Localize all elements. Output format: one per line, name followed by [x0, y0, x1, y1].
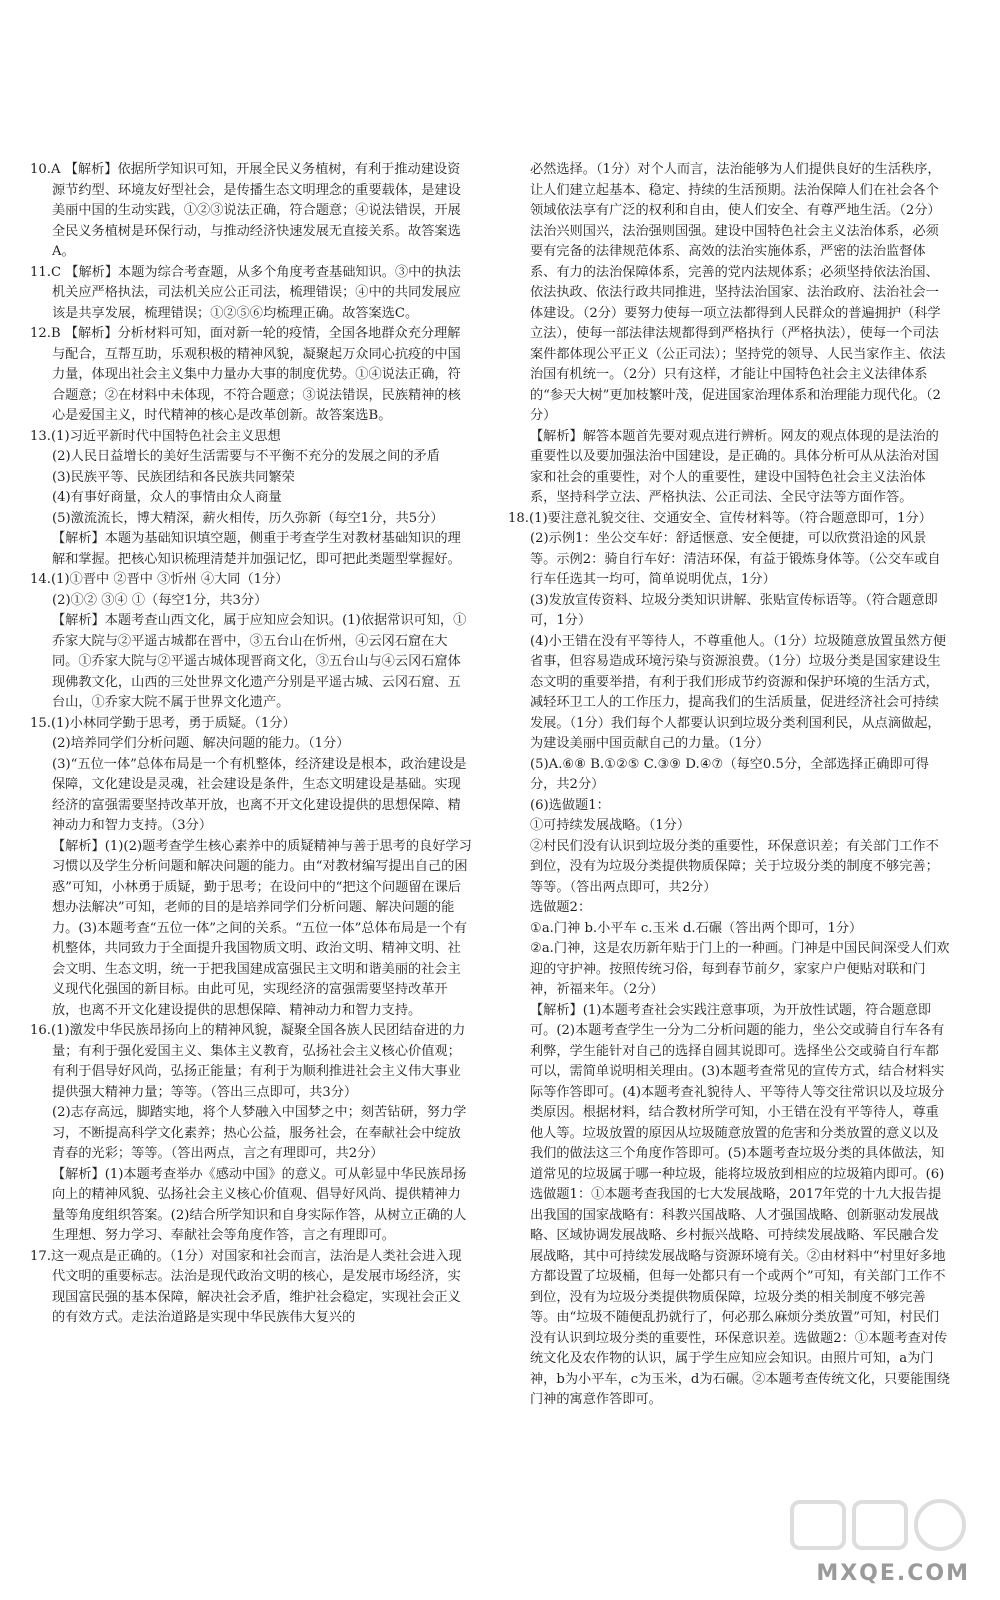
- answer-q15-part3: (3)“五位一体”总体布局是一个有机整体，经济建设是根本，政治建设是保障，文化建设是灵魂，社会建设是条件，生态文明建设是基础。实现经济的富强需要坚持改革开放，也离不开文化建设提供的思想保障、精神动力和智力支持。（3分）: [52, 756, 467, 833]
- answer-q11: 11.C 【解析】本题为综合考查题，从多个角度考查基础知识。③中的执法机关应严格执法，司法机关应公正司法，梳理错误；④中的共同发展应该是共享发展，梳理错误；①②⑤⑥均梳理正确。故答案选C。: [30, 264, 461, 321]
- answer-q18-part1: 18.(1)要注意礼貌交往、交通安全、宣传材料等。（符合题意即可，1分）: [508, 510, 932, 526]
- answer-q17-analysis: 【解析】解答本题首先要对观点进行辨析。网友的观点体现的是法治的重要性以及要加强法治中国建设，是正确的。具体分析可从从法治对国家和社会的重要性，对个人的重要性，建设中国特色社会主义法治体系，坚持科学立法、严格执法、公正司法、全民守法等方面作答。: [530, 428, 939, 505]
- answer-q17-continued: 必然选择。（1分）对个人而言，法治能够为人们提供良好的生活秩序，让人们建立起基本、稳定、持续的生活预期。法治保障人们在社会各个领域依法享有广泛的权利和自由，使人们安全、有尊严地生活。（2分）法治兴则国兴，法治强则国强。建设中国特色社会主义法治体系，必须要有完备的法律规范体系、高效的法治实施体系，严密的法治监督体系、有力的法治保障体系，完善的党内法规体系；必须坚持依法治国、依法执政、依法行政共同推进，坚持法治国家、法治政府、法治社会一体建设。（2分）要努力使每一项立法都得到人民群众的普遍拥护（科学立法），使每一部法律法规都得到严格执行（严格执法），使每一个司法案件都体现公平正义（公正司法）；坚持党的领导、人民当家作主、依法治国有机统一。（2分）只有这样，才能让中国特色社会主义法律体系的“参天大树”更加枝繁叶茂，促进国家治理体系和治理能力现代化。（2分）: [530, 162, 946, 423]
- answer-q17: 17.这一观点是正确的。（1分）对国家和社会而言，法治是人类社会进入现代文明的重要标志。法治是现代政治文明的核心，是发展市场经济，实现国富民强的基本保障，解决社会矛盾，维护社会稳定，实现社会正义的有效方式。走法治道路是实现中华民族伟大复兴的: [30, 1248, 462, 1325]
- answer-q15-part2: (2)培养同学们分析问题、解决问题的能力。（1分）: [52, 736, 350, 751]
- answer-q15-analysis: 【解析】(1)(2)题考查学生核心素养中的质疑精神与善于思考的良好学习习惯以及学生分析问题和解决问题的能力。由“对教材编写提出自己的困惑”可知，小林勇于质疑，勤于思考；在设问中的“把这个问题留在课后想办法解决”可知，老师的目的是培养同学们分析问题、解决问题的能力。(3)本题考查“五位一体”之间的关系。“五位一体”总体布局是一个有机整体，共同致力于全面提升我国物质文明、政治文明、精神文明、社会文明、生态文明，统一于把我国建成富强民主文明和谐美丽的社会主义现代化强国的新目标。由此可见，实现经济的富强需要坚持改革开放，也离不开文化建设提供的思想保障、精神动力和智力支持。: [52, 838, 472, 1018]
- answer-q18-part7-title: 选做题2：: [530, 900, 592, 915]
- answer-q16-part1: 16.(1)激发中华民族昂扬向上的精神风貌，凝聚全国各族人民团结奋进的力量；有利于强化爱国主义、集体主义教育，弘扬社会主义核心价值观；有利于倡导好风尚，弘扬正能量；有利于为顺利推进社会主义伟大事业提供强大精神力量；等等。（答出三点即可，共3分）: [30, 1023, 466, 1100]
- answer-q18-part6-title: (6)选做题1：: [530, 797, 610, 813]
- answer-q16-analysis: 【解析】(1)本题考查举办《感动中国》的意义。可从彰显中华民族昂扬向上的精神风貌、弘扬社会主义核心价值观、倡导好风尚、提供精神力量等角度组织答案。(2)结合所学知识和自身实际作答，从树立正确的人生理想、努力学习、奉献社会等角度作答，言之有理即可。: [52, 1166, 467, 1243]
- answer-q18-part2: (2)示例1：坐公交车好：舒适惬意、安全便捷，可以欣赏沿途的风景等。示例2：骑自行车好：清洁环保，有益于锻炼身体等。（公交车或自行车任选其一均可，简单说明优点，1分）: [530, 531, 941, 587]
- answer-q13-part3: (3)民族平等、民族团结和各民族共同繁荣: [52, 469, 295, 485]
- watermark-text: MXQE.COM: [816, 1561, 970, 1586]
- answer-q18-part4: (4)小王错在没有平等待人，不尊重他人。（1分）垃圾随意放置虽然方便省事，但容易造成环境污染与资源浪费。（1分）垃圾分类是国家建设生态文明的重要举措，有利于我们形成节约资源和保护环境的生活方式，减轻环卫工人的工作压力，提高我们的生活质量，促进经济社会可持续发展。（1分）我们每个人都要认识到垃圾分类利国利民，从点滴做起，为建设美丽中国贡献自己的力量。（1分）: [530, 633, 947, 751]
- answer-q13-part1: 13.(1)习近平新时代中国特色社会主义思想: [30, 428, 281, 444]
- left-column: [30, 160, 472, 1329]
- answer-q18-part6-a: ①可持续发展战略。（1分）: [530, 818, 691, 833]
- answer-q14-part1: 14.(1)①晋中 ②晋中 ③忻州 ④大同（1分）: [30, 572, 289, 587]
- answer-q13-part2: (2)人民日益增长的美好生活需要与不平衡不充分的发展之间的矛盾: [52, 449, 440, 464]
- answer-q10: 10.A 【解析】依据所学知识可知，开展全民义务植树，有利于推动建设资源节约型、环境友好型社会，是传播生态文明理念的重要载体，是建设美丽中国的生动实践，①②③说法正确，符合题意；④说法错误，开展全民义务植树是环保行动，与推动经济快速发展无直接关系。故答案选A。: [30, 162, 461, 259]
- right-column: [508, 160, 950, 1411]
- answer-q14-analysis: 【解析】本题考查山西文化，属于应知应会知识。(1)依据常识可知，①乔家大院与②平遥古城都在晋中，③五台山在忻州，④云冈石窟在大同。①乔家大院与②平遥古城体现晋商文化，③五台山与④云冈石窟体现佛教文化，山西的三处世界文化遗产分别是平遥古城、云冈石窟、五台山，①乔家大院不属于世界文化遗产。: [52, 613, 467, 710]
- answer-q18-part6-b: ②村民们没有认识到垃圾分类的重要性，环保意识差；有关部门工作不到位，没有为垃圾分类提供物质保障；关于垃圾分类的制度不够完善；等等。（答出两点即可，共2分）: [530, 838, 939, 895]
- answer-q18-part3: (3)发放宣传资料、垃圾分类知识讲解、张贴宣传标语等。（符合题意即可，1分）: [530, 592, 938, 628]
- answer-q13-part4: (4)有事好商量，众人的事情由众人商量: [52, 490, 282, 505]
- answer-q16-part2: (2)志存高远，脚踏实地，将个人梦融入中国梦之中；刻苦钻研，努力学习，不断提高科学文化素养；热心公益，服务社会，在奉献社会中绽放青春的光彩；等等。（答出两点，言之有理即可，共2分）: [52, 1105, 467, 1161]
- answer-q13-part5: (5)激流流长，博大精深，薪火相传，历久弥新（每空1分，共5分）: [52, 510, 444, 526]
- answer-q15-part1: 15.(1)小林同学勤于思考，勇于质疑。（1分）: [30, 715, 296, 731]
- answer-q18-analysis: 【解析】(1)本题考查社会实践注意事项，为开放性试题，符合题意即可。(2)本题考查学生一分为二分析问题的能力，坐公交或骑自行车各有利弊，学生能针对自己的选择自圆其说即可。选择坐公交或骑自行车都可以，需简单说明相关理由。(3)本题考查常见的宣传方式，结合材料实际等作答即可。(4)本题考查礼貌待人、平等待人等交往常识以及垃圾分类原因。根据材料，结合教材所学可知，小王错在没有平等待人，尊重他人等。垃圾放置的原因从垃圾随意放置的危害和分类放置的意义以及我们的做法这三个角度作答即可。(5)本题考查垃圾分类的具体做法，知道常见的垃圾属于哪一种垃圾，能将垃圾放到相应的垃圾箱内即可。(6)选做题1：①本题考查我国的七大发展战略，2017年党的十九大报告提出我国的国家战略有：科教兴国战略、人才强国战略、创新驱动发展战略、区域协调发展战略、乡村振兴战略、可持续发展战略、军民融合发展战略，其中可持续发展战略与资源环境有关。②由材料中“村里好多地方都设置了垃圾桶，但每一处都只有一个或两个”可知，有关部门工作不到位，没有为垃圾分类提供物质保障，垃圾分类的相关制度不够完善等。由“垃圾不随便乱扔就行了，何必那么麻烦分类放置”可知，村民们没有认识到垃圾分类的重要性，环保意识差。选做题2：①本题考查对传统文化及农作物的认识，属于学生应知应会知识。由照片可知，a为门神，b为小平车，c为玉米，d为石碾。②本题考查传统文化，只要能围绕门神的寓意作答即可。: [530, 1002, 950, 1407]
- answer-q12: 12.B 【解析】分析材料可知，面对新一轮的疫情，全国各地群众充分理解与配合，互帮互助，乐观积极的精神风貌，凝聚起万众同心抗疫的中国力量，体现出社会主义集中力量办大事的制度优势。①④说法正确，符合题意；②在材料中未体现，不符合题意；③说法错误，民族精神的核心是爱国主义，时代精神的核心是改革创新。故答案选B。: [30, 326, 461, 423]
- answer-q18-part7-a: ①a.门神 b.小平车 c.玉米 d.石碾（答出两个即可，1分）: [530, 920, 863, 936]
- answer-q18-part7-b: ②a.门神，这是农历新年贴于门上的一种画。门神是中国民间深受人们欢迎的守护神。按照传统习俗，每到春节前夕，家家户户便贴对联和门神，祈福来年。（2分）: [530, 941, 950, 997]
- answer-q14-part2: (2)①② ③④ ①（每空1分，共3分）: [52, 592, 268, 608]
- answer-q18-part5: (5)A.⑥⑧ B.①②⑤ C.③⑨ D.④⑦（每空0.5分，全部选择正确即可得分，共2分）: [530, 756, 929, 792]
- answer-q13-analysis: 【解析】本题为基础知识填空题，侧重于考查学生对教材基础知识的理解和掌握。把核心知识梳理清楚并加强记忆，即可把此类题型掌握好。: [52, 531, 461, 567]
